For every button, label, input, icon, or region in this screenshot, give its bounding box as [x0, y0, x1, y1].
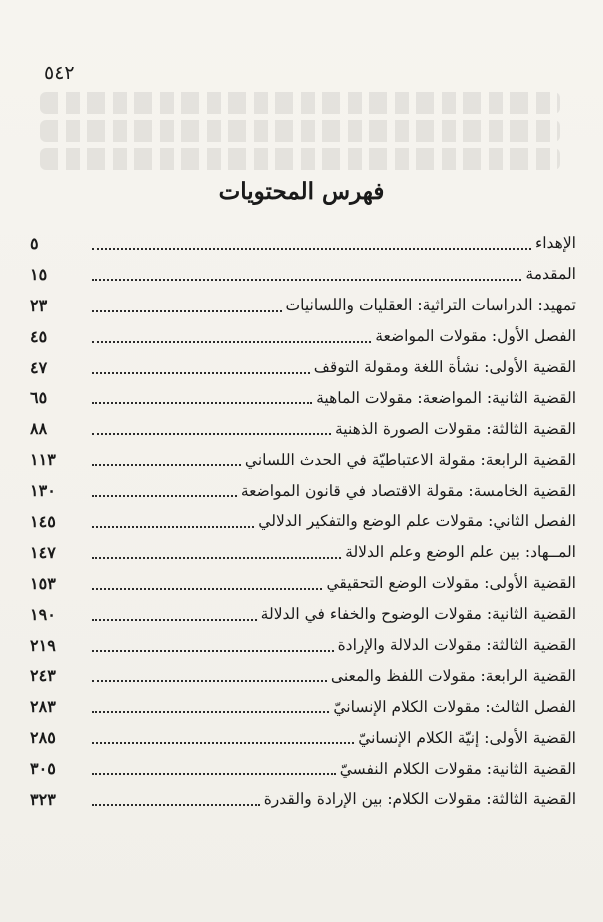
toc-entry	[30, 321, 576, 352]
toc-leader-dots	[92, 618, 257, 621]
toc-entry-page: ١٤٧	[30, 542, 56, 562]
toc-entry	[30, 630, 576, 661]
toc-entry-page: ١٤٥	[30, 511, 56, 531]
toc-entry-page: ٤٥	[30, 326, 48, 346]
toc-entry	[30, 444, 576, 475]
toc-entry	[30, 228, 576, 259]
toc-entry-label: الإهداء	[534, 234, 576, 253]
toc-entry	[30, 753, 576, 784]
toc-entry-label: القضية الثانية: مقولات الكلام النفسيّ	[339, 759, 576, 778]
toc-entry-page: ١٥٣	[30, 573, 56, 593]
toc-entry-label: القضية الثالثة: مقولات الدلالة والإرادة	[337, 636, 576, 655]
toc-entry-page: ٢٤٣	[30, 666, 56, 686]
toc-entry-page: ١٣٠	[30, 481, 56, 501]
toc-entry-label: المــهاد: بين علم الوضع وعلم الدلالة	[345, 543, 576, 562]
toc-leader-dots	[92, 772, 336, 775]
toc-entry	[30, 475, 576, 506]
toc-entry-label: القضية الثالثة: مقولات الصورة الذهنية	[334, 419, 576, 438]
toc-entry-page: ٢٨٣	[30, 697, 56, 717]
toc-entry-label: الفصل الأول: مقولات المواضعة	[375, 327, 576, 346]
toc-entry-page: ٢٨٥	[30, 728, 56, 748]
toc-leader-dots	[92, 649, 334, 652]
toc-entry-page: ٢٣	[30, 295, 48, 315]
toc-entry-label: القضية الرابعة: مقولات اللفظ والمعنى	[330, 666, 576, 685]
toc-leader-dots	[92, 247, 531, 250]
toc-leader-dots	[92, 587, 322, 590]
toc-entry	[30, 599, 576, 630]
toc-entry-label: الفصل الثاني: مقولات علم الوضع والتفكير الدلالي	[258, 512, 576, 531]
toc-entry	[30, 784, 576, 815]
toc-entry-page: ٤٧	[30, 357, 48, 377]
toc-entry	[30, 722, 576, 753]
toc-entry-page: ١٩٠	[30, 604, 56, 624]
toc-leader-dots	[92, 401, 312, 404]
toc-entry-label: القضية الرابعة: مقولة الاعتباطيّة في الحدث اللساني	[244, 450, 576, 469]
toc-entry	[30, 660, 576, 691]
toc-leader-dots	[92, 741, 354, 744]
toc-entry-label: الفصل الثالث: مقولات الكلام الإنسانيّ	[333, 697, 576, 716]
toc-entry-page: ٥	[30, 233, 39, 253]
table-of-contents	[30, 228, 576, 815]
toc-entry-label: القضية الثانية: مقولات الوضوح والخفاء في الدلالة	[260, 605, 576, 624]
toc-leader-dots	[92, 525, 254, 528]
toc-leader-dots	[92, 710, 329, 713]
toc-leader-dots	[92, 432, 331, 435]
toc-entry	[30, 413, 576, 444]
toc-entry	[30, 691, 576, 722]
toc-entry-label: المقدمة	[525, 265, 576, 284]
toc-entry	[30, 352, 576, 383]
toc-entry	[30, 290, 576, 321]
toc-leader-dots	[92, 494, 237, 497]
toc-entry-label: تمهيد: الدراسات التراثية: العقليات واللسانيات	[285, 296, 576, 315]
show-through-text	[40, 92, 560, 182]
toc-entry-page: ١٥	[30, 264, 48, 284]
toc-leader-dots	[92, 556, 341, 559]
toc-entry	[30, 382, 576, 413]
toc-entry	[30, 259, 576, 290]
toc-leader-dots	[92, 803, 260, 806]
toc-entry-page: ٣٢٣	[30, 789, 56, 809]
toc-entry-label: القضية الأولى: نشأة اللغة ومقولة التوقف	[313, 358, 576, 376]
toc-leader-dots	[92, 679, 327, 682]
page-number: ٥٤٢	[44, 62, 75, 84]
toc-leader-dots	[92, 371, 310, 374]
toc-leader-dots	[92, 278, 521, 281]
toc-leader-dots	[92, 309, 282, 312]
toc-entry	[30, 568, 576, 599]
toc-entry-page: ١١٣	[30, 450, 56, 470]
toc-entry-page: ٦٥	[30, 388, 48, 408]
toc-entry-label: القضية الثالثة: مقولات الكلام: بين الإرادة والقدرة	[263, 790, 576, 809]
toc-entry-label: القضية الأولى: إنيّة الكلام الإنسانيّ	[358, 728, 576, 747]
toc-entry-page: ٣٠٥	[30, 759, 56, 779]
toc-entry-label: القضية الخامسة: مقولة الاقتصاد في قانون المواضعة	[240, 481, 576, 500]
toc-entry-page: ٢١٩	[30, 635, 56, 655]
toc-entry-page: ٨٨	[30, 419, 48, 439]
toc-entry	[30, 537, 576, 568]
toc-entry	[30, 506, 576, 537]
toc-entry-label: القضية الأولى: مقولات الوضع التحقيقي	[326, 574, 576, 593]
toc-leader-dots	[92, 463, 241, 466]
toc-leader-dots	[92, 340, 371, 343]
page-title: فهرس المحتويات	[218, 178, 385, 205]
toc-entry-label: القضية الثانية: المواضعة: مقولات الماهية	[316, 388, 576, 407]
